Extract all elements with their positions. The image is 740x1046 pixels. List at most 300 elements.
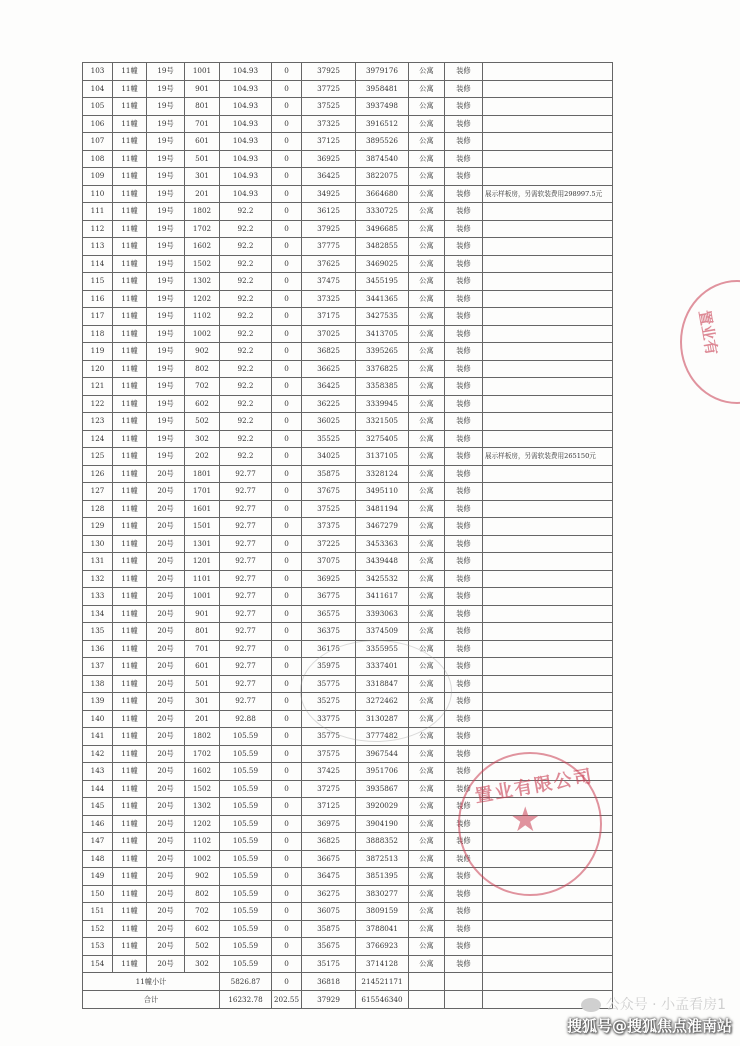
cell-area: 105.59 [220, 763, 272, 781]
cell-unit: 19号 [147, 308, 185, 326]
cell-decoration: 装修 [445, 63, 483, 81]
cell-decoration: 装修 [445, 465, 483, 483]
cell-extra: 0 [272, 255, 302, 273]
cell-extra: 0 [272, 115, 302, 133]
cell-room-no: 1302 [185, 798, 220, 816]
table-row [83, 448, 613, 466]
cell-decoration: 装修 [445, 308, 483, 326]
cell-building: 11幢 [113, 98, 147, 116]
table-row [83, 553, 613, 571]
cell-usage: 公寓 [409, 745, 445, 763]
cell-usage: 公寓 [409, 833, 445, 851]
cell-total-price: 3330725 [356, 203, 409, 221]
sohu-watermark: 搜狐号@搜狐焦点淮南站 [566, 1017, 732, 1035]
cell-note [483, 675, 613, 693]
table-row [83, 273, 613, 291]
cell-decoration: 装修 [445, 850, 483, 868]
total-area: 16232.78 [220, 991, 272, 1009]
cell-decoration: 装修 [445, 920, 483, 938]
cell-usage: 公寓 [409, 483, 445, 501]
cell-total-price: 3496685 [356, 220, 409, 238]
cell-row-no: 119 [83, 343, 113, 361]
cell-unit-price: 37525 [302, 98, 356, 116]
cell-building: 11幢 [113, 868, 147, 886]
table-row [83, 325, 613, 343]
cell-usage: 公寓 [409, 395, 445, 413]
cell-building: 11幢 [113, 728, 147, 746]
cell-row-no: 150 [83, 885, 113, 903]
cell-note [483, 115, 613, 133]
cell-extra: 0 [272, 798, 302, 816]
cell-total-price: 3453363 [356, 535, 409, 553]
cell-extra: 0 [272, 518, 302, 536]
cell-unit-price: 37075 [302, 553, 356, 571]
cell-unit-price: 35175 [302, 955, 356, 973]
cell-building: 11幢 [113, 325, 147, 343]
cell-decoration: 装修 [445, 798, 483, 816]
cell-total-price: 3664680 [356, 185, 409, 203]
cell-unit-price: 36425 [302, 168, 356, 186]
cell-extra: 0 [272, 185, 302, 203]
cell-row-no: 113 [83, 238, 113, 256]
cell-total-price: 3916512 [356, 115, 409, 133]
cell-area: 104.93 [220, 185, 272, 203]
cell-building: 11幢 [113, 675, 147, 693]
cell-unit: 20号 [147, 588, 185, 606]
cell-decoration: 装修 [445, 815, 483, 833]
cell-unit-price: 37375 [302, 518, 356, 536]
cell-room-no: 1701 [185, 483, 220, 501]
cell-unit-price: 36825 [302, 833, 356, 851]
cell-row-no: 144 [83, 780, 113, 798]
cell-total-price: 3318847 [356, 675, 409, 693]
cell-building: 11幢 [113, 185, 147, 203]
cell-note [483, 378, 613, 396]
cell-usage: 公寓 [409, 63, 445, 81]
cell-unit-price: 37675 [302, 483, 356, 501]
cell-unit-price: 34025 [302, 448, 356, 466]
cell-usage: 公寓 [409, 150, 445, 168]
faint-stamp [300, 640, 452, 742]
table-row [83, 623, 613, 641]
cell-room-no: 302 [185, 430, 220, 448]
table-row [83, 955, 613, 973]
cell-unit-price: 36425 [302, 378, 356, 396]
cell-total-price: 3714128 [356, 955, 409, 973]
cell-unit-price: 35875 [302, 920, 356, 938]
cell-extra: 0 [272, 465, 302, 483]
cell-extra: 0 [272, 378, 302, 396]
subtotal-row [83, 973, 613, 991]
cell-usage: 公寓 [409, 185, 445, 203]
cell-row-no: 109 [83, 168, 113, 186]
cell-room-no: 1802 [185, 203, 220, 221]
cell-building: 11幢 [113, 885, 147, 903]
cell-building: 11幢 [113, 623, 147, 641]
cell-room-no: 1202 [185, 815, 220, 833]
cell-note [483, 343, 613, 361]
cell-extra: 0 [272, 273, 302, 291]
table-row [83, 903, 613, 921]
cell-unit: 20号 [147, 850, 185, 868]
cell-row-no: 140 [83, 710, 113, 728]
cell-room-no: 301 [185, 168, 220, 186]
cell-unit-price: 36825 [302, 343, 356, 361]
cell-total-price: 3777482 [356, 728, 409, 746]
cell-row-no: 137 [83, 658, 113, 676]
cell-row-no: 114 [83, 255, 113, 273]
cell-row-no: 133 [83, 588, 113, 606]
cell-building: 11幢 [113, 920, 147, 938]
edge-seal-text: 置业有 [695, 308, 721, 357]
cell-extra: 0 [272, 133, 302, 151]
cell-unit: 19号 [147, 378, 185, 396]
cell-area: 104.93 [220, 168, 272, 186]
cell-room-no: 702 [185, 378, 220, 396]
cell-unit-price: 36775 [302, 588, 356, 606]
cell-building: 11幢 [113, 658, 147, 676]
cell-total-price: 3411617 [356, 588, 409, 606]
table-row [83, 465, 613, 483]
cell-unit: 19号 [147, 185, 185, 203]
cell-decoration: 装修 [445, 378, 483, 396]
table-row [83, 133, 613, 151]
cell-decoration: 装修 [445, 885, 483, 903]
cell-row-no: 112 [83, 220, 113, 238]
cell-note [483, 63, 613, 81]
table-row [83, 500, 613, 518]
cell-unit-price: 37125 [302, 133, 356, 151]
cell-row-no: 143 [83, 763, 113, 781]
cell-decoration: 装修 [445, 360, 483, 378]
cell-usage: 公寓 [409, 290, 445, 308]
cell-extra: 0 [272, 728, 302, 746]
cell-area: 92.2 [220, 273, 272, 291]
cell-unit: 19号 [147, 133, 185, 151]
cell-room-no: 201 [185, 710, 220, 728]
cell-room-no: 1802 [185, 728, 220, 746]
cell-area: 92.2 [220, 448, 272, 466]
cell-total-price: 3439448 [356, 553, 409, 571]
cell-area: 92.2 [220, 238, 272, 256]
cell-row-no: 139 [83, 693, 113, 711]
cell-unit: 19号 [147, 395, 185, 413]
cell-unit: 19号 [147, 325, 185, 343]
cell-row-no: 142 [83, 745, 113, 763]
cell-decoration: 装修 [445, 133, 483, 151]
cell-area: 104.93 [220, 133, 272, 151]
cell-area: 105.59 [220, 728, 272, 746]
table-row [83, 360, 613, 378]
cell-decoration: 装修 [445, 693, 483, 711]
cell-total-price: 3395265 [356, 343, 409, 361]
cell-area: 92.77 [220, 605, 272, 623]
cell-total-price: 3822075 [356, 168, 409, 186]
cell-extra: 0 [272, 430, 302, 448]
cell-usage: 公寓 [409, 798, 445, 816]
cell-unit: 20号 [147, 675, 185, 693]
cell-row-no: 115 [83, 273, 113, 291]
cell-usage: 公寓 [409, 955, 445, 973]
cell-building: 11幢 [113, 815, 147, 833]
cell-extra: 0 [272, 623, 302, 641]
cell-room-no: 1002 [185, 850, 220, 868]
cell-unit: 20号 [147, 745, 185, 763]
cell-unit: 20号 [147, 868, 185, 886]
cell-decoration: 装修 [445, 710, 483, 728]
cell-extra: 0 [272, 640, 302, 658]
cell-room-no: 501 [185, 675, 220, 693]
cell-unit-price: 36275 [302, 885, 356, 903]
cell-note [483, 80, 613, 98]
cell-row-no: 124 [83, 430, 113, 448]
cell-note [483, 588, 613, 606]
cell-extra: 0 [272, 763, 302, 781]
cell-extra: 0 [272, 308, 302, 326]
cell-decoration: 装修 [445, 395, 483, 413]
table-row [83, 185, 613, 203]
cell-decoration: 装修 [445, 238, 483, 256]
cell-room-no: 901 [185, 80, 220, 98]
cell-row-no: 134 [83, 605, 113, 623]
cell-unit-price: 37325 [302, 115, 356, 133]
table-row [83, 255, 613, 273]
cell-room-no: 602 [185, 395, 220, 413]
cell-unit: 20号 [147, 938, 185, 956]
cell-note [483, 710, 613, 728]
cell-area: 92.77 [220, 483, 272, 501]
cell-unit-price: 35775 [302, 728, 356, 746]
cell-decoration: 装修 [445, 448, 483, 466]
cell-decoration: 装修 [445, 115, 483, 133]
cell-usage: 公寓 [409, 570, 445, 588]
cell-room-no: 1001 [185, 588, 220, 606]
total-avg-price: 37929 [302, 991, 356, 1009]
cell-building: 11幢 [113, 150, 147, 168]
cell-usage: 公寓 [409, 98, 445, 116]
cell-building: 11幢 [113, 850, 147, 868]
table-row [83, 535, 613, 553]
cell-unit-price: 37275 [302, 780, 356, 798]
cell-total-price: 3935867 [356, 780, 409, 798]
cell-unit-price: 36975 [302, 815, 356, 833]
cell-building: 11幢 [113, 360, 147, 378]
cell-usage: 公寓 [409, 203, 445, 221]
cell-row-no: 141 [83, 728, 113, 746]
cell-note [483, 693, 613, 711]
cell-row-no: 135 [83, 623, 113, 641]
cell-unit: 19号 [147, 343, 185, 361]
cell-extra: 0 [272, 920, 302, 938]
subtotal-extra: 0 [272, 973, 302, 991]
cell-unit-price: 37775 [302, 238, 356, 256]
cell-building: 11幢 [113, 80, 147, 98]
cell-decoration: 装修 [445, 605, 483, 623]
cell-note [483, 308, 613, 326]
cell-total-price: 3455195 [356, 273, 409, 291]
table-row [83, 150, 613, 168]
cell-extra: 0 [272, 63, 302, 81]
cell-decoration: 装修 [445, 430, 483, 448]
cell-total-price: 3951706 [356, 763, 409, 781]
cell-unit-price: 35975 [302, 658, 356, 676]
cell-building: 11幢 [113, 308, 147, 326]
table-row [83, 378, 613, 396]
cell-area: 92.2 [220, 220, 272, 238]
cell-area: 92.77 [220, 500, 272, 518]
cell-area: 104.93 [220, 150, 272, 168]
cell-building: 11幢 [113, 63, 147, 81]
cell-note [483, 255, 613, 273]
cell-room-no: 1302 [185, 273, 220, 291]
cell-building: 11幢 [113, 588, 147, 606]
cell-unit: 20号 [147, 920, 185, 938]
cell-row-no: 154 [83, 955, 113, 973]
cell-area: 92.77 [220, 693, 272, 711]
cell-extra: 0 [272, 220, 302, 238]
cell-building: 11幢 [113, 168, 147, 186]
cell-note [483, 325, 613, 343]
cell-area: 92.77 [220, 675, 272, 693]
cell-unit: 19号 [147, 150, 185, 168]
cell-room-no: 802 [185, 885, 220, 903]
cell-usage: 公寓 [409, 360, 445, 378]
cell-decoration: 装修 [445, 343, 483, 361]
cell-building: 11幢 [113, 553, 147, 571]
cell-total-price: 3482855 [356, 238, 409, 256]
cell-total-price: 3358385 [356, 378, 409, 396]
cell-unit-price: 37325 [302, 290, 356, 308]
cell-building: 11幢 [113, 605, 147, 623]
cell-room-no: 1502 [185, 255, 220, 273]
cell-decoration: 装修 [445, 98, 483, 116]
cell-decoration: 装修 [445, 570, 483, 588]
cell-row-no: 117 [83, 308, 113, 326]
table-row [83, 115, 613, 133]
cell-decoration: 装修 [445, 955, 483, 973]
cell-unit-price: 36675 [302, 850, 356, 868]
cell-building: 11幢 [113, 798, 147, 816]
cell-note [483, 518, 613, 536]
cell-area: 92.2 [220, 290, 272, 308]
cell-usage: 公寓 [409, 710, 445, 728]
cell-unit: 20号 [147, 955, 185, 973]
cell-area: 92.2 [220, 325, 272, 343]
cell-usage: 公寓 [409, 605, 445, 623]
cell-decoration: 装修 [445, 290, 483, 308]
cell-unit: 19号 [147, 360, 185, 378]
cell-decoration: 装修 [445, 745, 483, 763]
cell-usage: 公寓 [409, 168, 445, 186]
table-row [83, 605, 613, 623]
cell-area: 105.59 [220, 920, 272, 938]
cell-usage: 公寓 [409, 518, 445, 536]
cell-note [483, 553, 613, 571]
cell-building: 11幢 [113, 343, 147, 361]
seal-star-icon: ★ [510, 800, 541, 840]
cell-building: 11幢 [113, 833, 147, 851]
cell-usage: 公寓 [409, 815, 445, 833]
table-row [83, 238, 613, 256]
cell-usage: 公寓 [409, 448, 445, 466]
cell-decoration: 装修 [445, 553, 483, 571]
cell-area: 105.59 [220, 833, 272, 851]
cell-total-price: 3130287 [356, 710, 409, 728]
cell-unit-price: 36175 [302, 640, 356, 658]
cell-unit: 19号 [147, 220, 185, 238]
cell-decoration: 装修 [445, 185, 483, 203]
cell-unit: 20号 [147, 605, 185, 623]
cell-unit: 20号 [147, 640, 185, 658]
cell-room-no: 502 [185, 938, 220, 956]
cell-extra: 0 [272, 710, 302, 728]
cell-building: 11幢 [113, 290, 147, 308]
cell-extra: 0 [272, 903, 302, 921]
cell-extra: 0 [272, 500, 302, 518]
cell-area: 105.59 [220, 955, 272, 973]
cell-note [483, 430, 613, 448]
cell-note [483, 395, 613, 413]
cell-note [483, 728, 613, 746]
cell-row-no: 136 [83, 640, 113, 658]
cell-decoration: 装修 [445, 623, 483, 641]
cell-unit-price: 37225 [302, 535, 356, 553]
cell-unit: 19号 [147, 430, 185, 448]
cell-extra: 0 [272, 955, 302, 973]
cell-unit: 20号 [147, 518, 185, 536]
cell-usage: 公寓 [409, 308, 445, 326]
cell-total-price: 3275405 [356, 430, 409, 448]
cell-unit: 19号 [147, 98, 185, 116]
cell-usage: 公寓 [409, 938, 445, 956]
cell-total-price: 3888352 [356, 833, 409, 851]
cell-note [483, 290, 613, 308]
cell-extra: 0 [272, 885, 302, 903]
cell-note [483, 535, 613, 553]
cell-usage: 公寓 [409, 868, 445, 886]
cell-extra: 0 [272, 553, 302, 571]
cell-extra: 0 [272, 693, 302, 711]
cell-room-no: 702 [185, 903, 220, 921]
cell-area: 105.59 [220, 885, 272, 903]
cell-row-no: 153 [83, 938, 113, 956]
wechat-icon [581, 998, 601, 1012]
cell-extra: 0 [272, 675, 302, 693]
cell-room-no: 1702 [185, 745, 220, 763]
table-row [83, 220, 613, 238]
cell-area: 105.59 [220, 850, 272, 868]
cell-unit-price: 35275 [302, 693, 356, 711]
cell-extra: 0 [272, 448, 302, 466]
cell-unit: 19号 [147, 80, 185, 98]
cell-unit-price: 37025 [302, 325, 356, 343]
cell-unit-price: 36625 [302, 360, 356, 378]
cell-usage: 公寓 [409, 640, 445, 658]
cell-unit-price: 37625 [302, 255, 356, 273]
cell-usage: 公寓 [409, 430, 445, 448]
cell-total-price: 3809159 [356, 903, 409, 921]
cell-room-no: 902 [185, 868, 220, 886]
cell-extra: 0 [272, 658, 302, 676]
total-extra: 202.55 [272, 991, 302, 1009]
cell-unit: 20号 [147, 780, 185, 798]
cell-room-no: 1301 [185, 535, 220, 553]
cell-building: 11幢 [113, 745, 147, 763]
cell-area: 92.2 [220, 378, 272, 396]
cell-room-no: 902 [185, 343, 220, 361]
cell-usage: 公寓 [409, 465, 445, 483]
cell-room-no: 201 [185, 185, 220, 203]
